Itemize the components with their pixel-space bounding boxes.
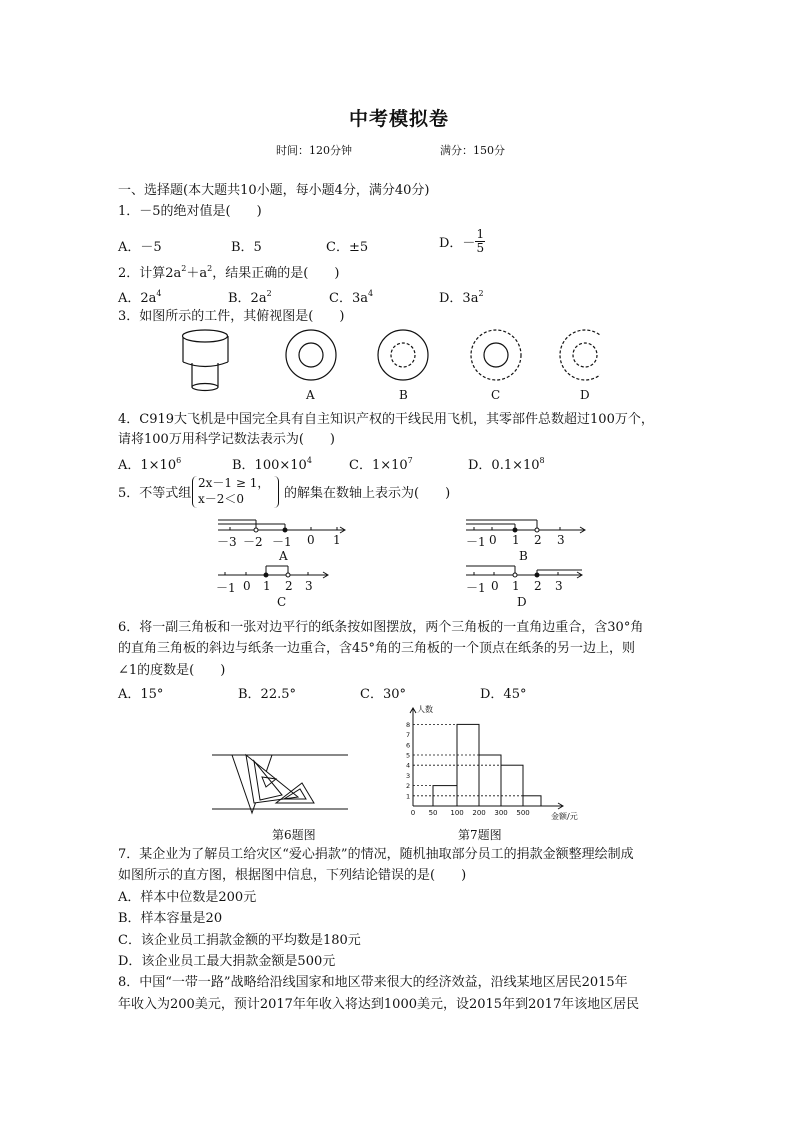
exam-time: 时间：120分钟	[276, 144, 352, 157]
number-line-a-label: A	[279, 549, 288, 563]
axis-a-label-1: －3	[217, 535, 237, 549]
q4-option-a	[118, 454, 181, 473]
x-tick-label: 500	[516, 809, 530, 817]
q3-label-c: C	[491, 388, 501, 402]
x-tick-label: 50	[428, 809, 438, 817]
q4-option-b	[232, 454, 312, 473]
q7-option-d: D．该企业员工最大捐款金额是500元	[118, 954, 336, 969]
q6-option-c: C．30°	[360, 687, 406, 702]
q8-line1: 8．中国“一带一路”战略给沿线国家和地区带来很大的经济效益，沿线某地区居民2015年	[118, 975, 628, 990]
q4-line1: 4．C919大飞机是中国完全具有自主知识产权的干线民用飞机，其零部件总数超过100万个，	[118, 412, 654, 427]
axis-d-label-1: －1	[466, 581, 486, 595]
top-view-option-a	[286, 330, 336, 380]
q2-option-a	[118, 287, 162, 306]
axis-d-label-3: 1	[512, 579, 520, 593]
q6-option-d: D．45°	[480, 687, 527, 702]
x-tick-label: 100	[450, 809, 464, 817]
q2-a-exp: 4	[156, 289, 162, 298]
number-line-c-label: C	[277, 595, 287, 609]
q6-figure	[210, 745, 350, 820]
q1-option-d-label: D．－	[439, 236, 476, 251]
q7-figure-caption: 第7题图	[458, 828, 502, 842]
q5-stem-b: 的解集在数轴上表示为( )	[284, 486, 451, 501]
q5-stem-a: 5．不等式组	[118, 486, 192, 501]
x-axis-label: 金额/元	[551, 812, 578, 821]
q1-stem: 1．－5的绝对值是( )	[118, 204, 262, 219]
q5-ineq1: 2x－1 ≥ 1，	[198, 476, 270, 490]
q3-figures	[170, 325, 600, 405]
histogram-bar	[457, 724, 479, 806]
q2-option-b	[228, 287, 272, 306]
number-line-d-label: D	[517, 595, 527, 609]
axis-b-label-5: 3	[557, 533, 565, 547]
q2-stem-c: ，结果正确的是( )	[212, 266, 340, 281]
number-line-d	[466, 566, 582, 578]
axis-d-label-4: 2	[534, 579, 542, 593]
q3-label-b: B	[399, 388, 408, 402]
axis-c-label-5: 3	[305, 579, 313, 593]
q5-left-brace	[192, 476, 197, 508]
axis-c-label-2: 0	[243, 579, 251, 593]
axis-b-label-2: 0	[489, 533, 497, 547]
y-tick-label: 2	[406, 782, 411, 791]
axis-b-label-1: －1	[466, 535, 486, 549]
axis-a-label-2: －2	[243, 535, 263, 549]
q4-a-exp: 6	[176, 456, 182, 465]
y-tick-label: 5	[406, 751, 411, 760]
q3-label-a: A	[306, 388, 315, 402]
q4-option-d	[468, 454, 545, 473]
q5-number-lines	[210, 515, 590, 615]
q5-system	[192, 474, 282, 510]
q1-option-d	[439, 228, 485, 255]
y-tick-label: 6	[406, 741, 411, 750]
axis-b-label-3: 1	[512, 533, 520, 547]
q7-line1: 7．某企业为了解员工给灾区“爱心捐款”的情况，随机抽取部分员工的捐款金额整理绘制成	[118, 847, 634, 862]
number-line-c	[218, 566, 328, 578]
top-view-option-c	[471, 330, 521, 380]
q2-d-exp: 2	[478, 289, 484, 298]
q2-b-exp: 2	[266, 289, 272, 298]
q6-option-a: A．15°	[118, 687, 164, 702]
q2-stem-a: 2．计算2a	[118, 266, 182, 281]
q8-line2: 年收入为200美元，预计2017年年收入将达到1000美元，设2015年到2017年该地区居民	[118, 997, 640, 1012]
q2-stem-b: ＋a	[186, 266, 208, 281]
q7-option-c: C．该企业员工捐款金额的平均数是180元	[118, 933, 361, 948]
number-line-b-label: B	[519, 549, 528, 563]
q5-right-brace	[274, 476, 279, 508]
q4-line2: 请将100万用科学记数法表示为( )	[118, 432, 335, 447]
histogram-bar	[523, 796, 541, 806]
y-tick-label: 3	[406, 771, 411, 780]
q4-b-exp: 4	[306, 456, 312, 465]
number-line-b	[466, 520, 585, 533]
q2-a-base: A．2a	[118, 291, 157, 306]
q6-line1: 6．将一副三角板和一张对边平行的纸条按如图摆放，两个三角板的一直角边重合，含30°角	[118, 620, 644, 635]
top-view-option-b	[378, 330, 428, 380]
histogram-bar	[479, 755, 501, 806]
axis-a-label-5: 1	[333, 533, 341, 547]
q4-d-exp: 8	[539, 456, 545, 465]
y-tick-label: 8	[406, 720, 411, 729]
q7-option-a: A．样本中位数是200元	[118, 890, 257, 905]
axis-d-label-5: 3	[555, 579, 563, 593]
q2-c-exp: 4	[367, 289, 374, 298]
q2-option-c	[329, 287, 373, 306]
q6-line2: 的直角三角板的斜边与纸条一边重合，含45°角的三角板的一个顶点在纸条的另一边上，则	[118, 641, 636, 656]
q3-stem: 3．如图所示的工件，其俯视图是( )	[118, 309, 345, 324]
axis-c-label-1: －1	[216, 581, 236, 595]
x-tick-label: 300	[494, 809, 508, 817]
q2-c-base: C．3a	[329, 291, 368, 306]
q2-exp2: 2	[207, 264, 213, 273]
y-tick-label: 4	[406, 761, 411, 770]
q7-histogram	[395, 702, 580, 824]
y-tick-label: 1	[406, 792, 411, 801]
exam-score: 满分：150分	[440, 144, 505, 157]
section-heading: 一、选择题(本大题共10小题，每小题4分，满分40分)	[118, 183, 430, 198]
axis-c-label-4: 2	[285, 579, 293, 593]
q3-label-d: D	[580, 388, 590, 402]
q1-frac-den: 5	[476, 241, 485, 255]
q1-frac-num: 1	[476, 227, 485, 241]
axis-b-label-4: 2	[534, 533, 542, 547]
axis-c-label-3: 1	[263, 579, 271, 593]
q6-line3: ∠1的度数是( )	[118, 663, 226, 678]
q7-option-b: B．样本容量是20	[118, 911, 223, 926]
q4-option-c	[349, 454, 413, 473]
q7-line2: 如图所示的直方图，根据图中信息，下列结论错误的是( )	[118, 868, 467, 883]
q2-b-base: B．2a	[228, 291, 267, 306]
q1-option-d-fraction	[475, 228, 485, 255]
q4-c-exp: 7	[407, 456, 413, 465]
y-axis-label: 人数	[417, 705, 433, 714]
x-tick-label: 0	[410, 809, 416, 817]
q2-d-base: D．3a	[439, 291, 479, 306]
page-title: 中考模拟卷	[349, 108, 450, 130]
q4-a-base: A．1×10	[118, 458, 177, 473]
axis-a-label-3: －1	[272, 535, 292, 549]
q5-ineq2: x－2＜0	[198, 492, 245, 506]
q4-c-base: C．1×10	[349, 458, 408, 473]
q4-b-base: B．100×10	[232, 458, 307, 473]
axis-d-label-2: 0	[491, 579, 499, 593]
q2-stem	[118, 264, 339, 284]
top-view-option-d	[560, 330, 600, 380]
x-tick-label: 200	[472, 809, 486, 817]
q6-figure-caption: 第6题图	[272, 828, 316, 842]
q1-option-c: C．±5	[326, 240, 369, 255]
q2-option-d	[439, 287, 484, 306]
q6-option-b: B．22.5°	[238, 687, 296, 702]
histogram-bar	[501, 765, 523, 806]
number-line-a	[218, 520, 345, 533]
q2-exp1: 2	[181, 264, 187, 273]
q1-option-a: A．－5	[118, 240, 162, 255]
y-tick-label: 7	[406, 731, 411, 740]
workpiece-figure	[183, 330, 229, 391]
q4-d-base: D．0.1×10	[468, 458, 540, 473]
axis-a-label-4: 0	[307, 533, 315, 547]
q1-option-b: B．5	[231, 240, 262, 255]
